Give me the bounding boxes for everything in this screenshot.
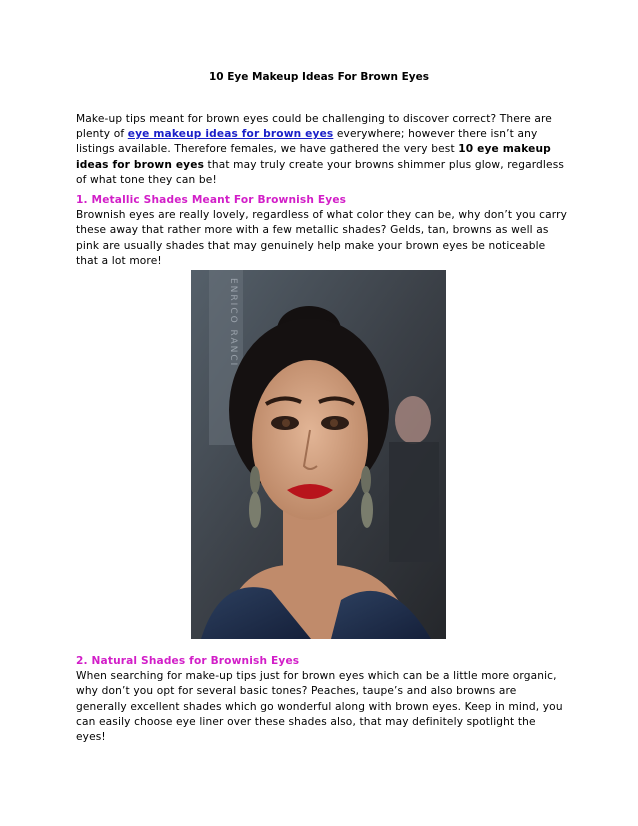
section-natural <box>76 654 568 745</box>
section-body-metallic: Brownish eyes are really lovely, regardless of what color they can be, why don’t you carry these away that rather more with a few metallic shades? Gelds, tan, browns as well as pink are usually shades that may genuinely help make your brown eyes be noticeable that a lot more! <box>76 209 568 267</box>
intro-text-middle: everywhere; however there isn’t any listings available. Therefore females, we have gathered the very best <box>76 128 538 156</box>
section-heading-natural: 2. Natural Shades for Brownish Eyes <box>76 655 300 667</box>
intro-bold-phrase: 10 eye makeup ideas for brown eyes <box>76 143 551 171</box>
eye-makeup-ideas-link[interactable]: eye makeup ideas for brown eyes <box>127 128 334 141</box>
portrait-photo <box>191 270 446 639</box>
intro-text-end: that may truly create your browns shimmer plus glow, regardless of what tone they can be! <box>76 158 565 186</box>
portrait-illustration <box>191 270 446 639</box>
page-title: 10 Eye Makeup Ideas For Brown Eyes <box>208 71 429 83</box>
section-metallic <box>76 193 568 269</box>
intro-text-start: Make-up tips meant for brown eyes could be challenging to discover correct? There are plenty of <box>76 113 552 141</box>
section-heading-metallic: 1. Metallic Shades Meant For Brownish Eyes <box>76 194 347 206</box>
intro-paragraph <box>76 112 568 188</box>
section-body-natural: When searching for make-up tips just for brown eyes which can be a little more organic, why don’t you opt for several basic tones? Peaches, taupe’s and also browns are generally excellent shades which go wonderful along with brown eyes. Keep in mind, you can easily choose eye liner over these shades also, that may definitely spotlight the eyes! <box>76 670 563 744</box>
backdrop-lettering: ENRICO RANCI <box>228 278 238 368</box>
